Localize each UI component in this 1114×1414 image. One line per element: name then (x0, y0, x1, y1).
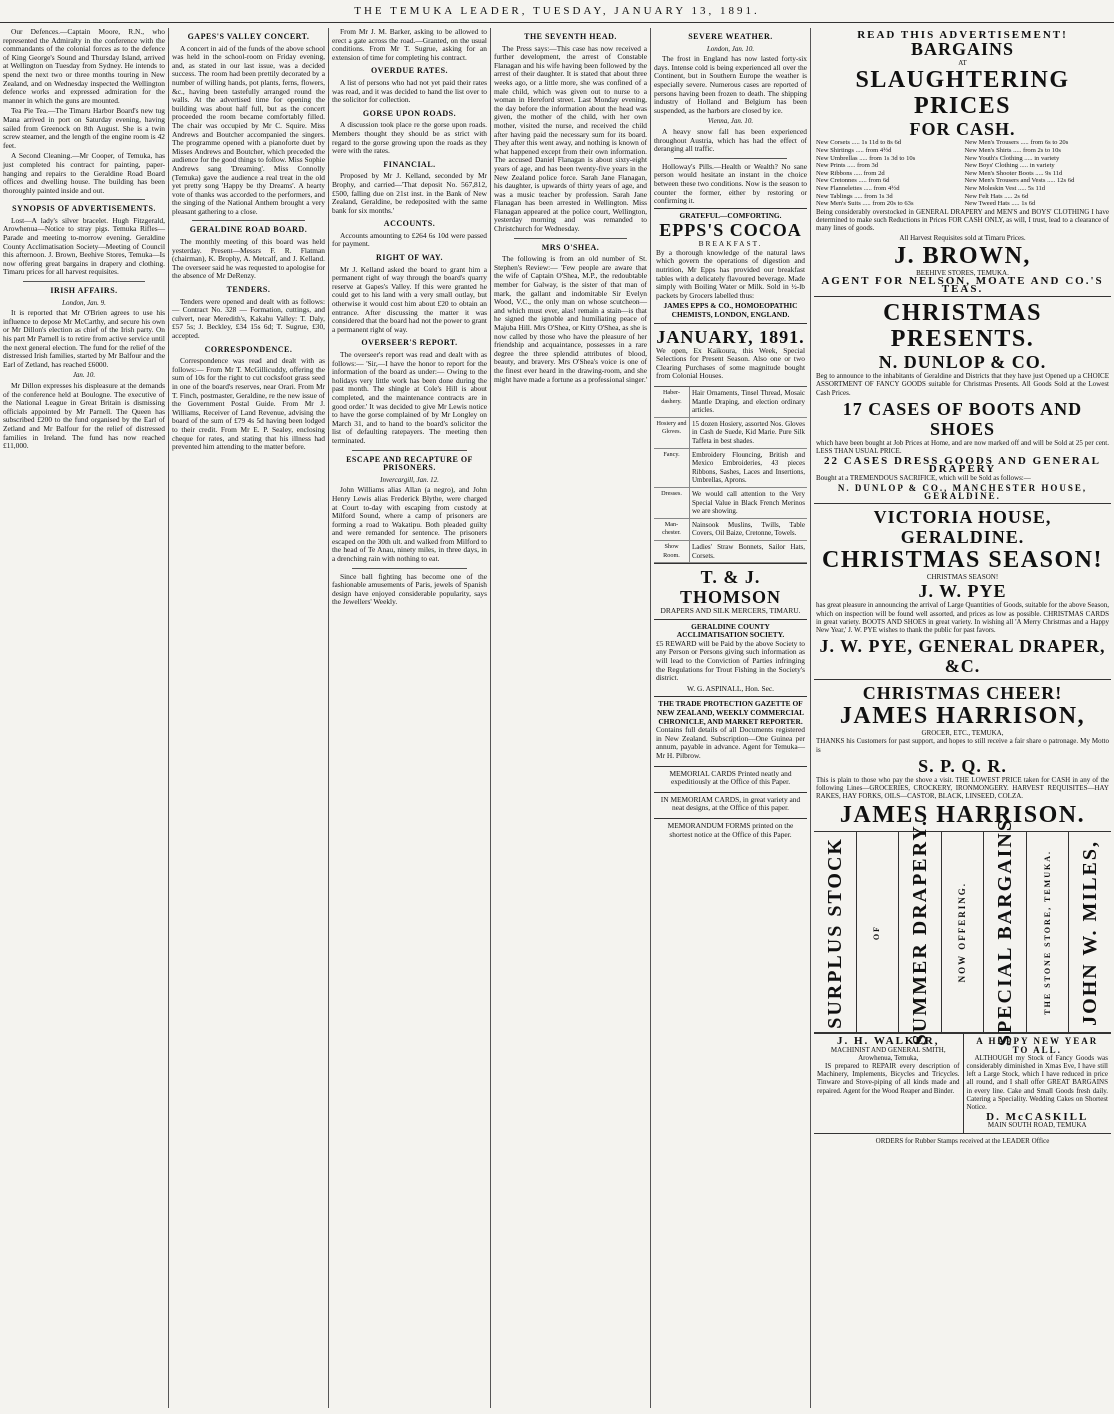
epps-sub: BREAKFAST. (698, 239, 763, 249)
bottom-ads (814, 1033, 1111, 1132)
brown-foot: All Harvest Requisites sold at Timaru Prices. (899, 234, 1026, 243)
road-board-title: GERALDINE ROAD BOARD. (189, 225, 308, 235)
epps-foot: JAMES EPPS & CO., HOMOEOPATHIC CHEMISTS, LONDON, ENGLAND. (663, 301, 798, 320)
christmas-cheer-heading: CHRISTMAS CHEER! (862, 683, 1063, 704)
price-item: New Prints ..... from 3d (816, 162, 879, 170)
brown-agent: AGENT FOR NELSON, MOATE AND CO.'S TEAS. (821, 274, 1104, 295)
price-item: New Cretonnes ..... from 6d (816, 177, 890, 185)
barker-item: From Mr J. M. Barker, asking to be allowed to erect a gate across the road.—Granted, on the usual conditions. From Mr T. Sugrue, asking for an extension of time for completing his contract. (332, 28, 487, 62)
in-memoriam-ad (654, 792, 807, 818)
department-table (654, 386, 807, 563)
price-item: New Shirtings ..... from 4½d (816, 147, 892, 154)
overseer-title: OVERSEER'S REPORT. (361, 338, 458, 348)
department-label: Hosiery and Gloves. (654, 418, 690, 449)
vienna-body: A heavy snow fall has been experienced throughout Austria, which has had the effect of deranging all traffic. (654, 126, 807, 154)
department-label: Man-chester. (654, 519, 690, 541)
vertical-panel (814, 832, 857, 1032)
price-list (816, 139, 1109, 207)
memorial-cards-ad (654, 766, 807, 792)
pye-ad (814, 503, 1111, 679)
irish-title: IRISH AFFAIRS. (50, 286, 118, 296)
dunlop-name: N. DUNLOP & CO. (878, 352, 1047, 373)
department-text: Hair Ornaments, Tinsel Thread, Mosaic Mantle Draping, and election ordinary articles. (690, 387, 807, 418)
right-of-way-body: Mr J. Kelland asked the board to grant him a permanent right of way through the board's quarry reserve at Gapes's Valley. If this were granted he could get to his land with a very small outlay, but otherwise it would cost him about £20 to obtain an entrance. After discussing the matter it was considered that the board had not the power to grant a permanent right of way. (332, 264, 487, 334)
column-3 (328, 28, 490, 1408)
masthead: THE TEMUKA LEADER, TUESDAY, JANUARY 13, 1891. (0, 0, 1114, 23)
epps-body: By a thorough knowledge of the natural laws which govern the operations of digestion and nutrition, Mr Epps has provided our breakfast tables with a delicately flavoured beverage. Made simply with Boiling Water or Milk. Sold in ½-lb packets by Grocers labelled thus: (656, 247, 805, 300)
fashion-item: Since ball fighting has become one of the fashionable amusements of Paris, jewels of Spanish design have enjoyed considerable popularity, says the Jewellers' Weekly. (332, 571, 487, 607)
column-2 (168, 28, 328, 1408)
column-6-advertisements (810, 28, 1114, 1408)
thomson-ad (654, 563, 807, 619)
happy-new-year-heading: A HAPPY NEW YEAR TO ALL. (976, 1036, 1099, 1055)
irish-dateline-2: Jan. 10. (72, 371, 96, 380)
brown-store: BEEHIVE STORES, TEMUKA. (916, 268, 1009, 277)
vertical-panel (984, 818, 1027, 1047)
article-cleaning: A Second Cleaning.—Mr Cooper, of Temuka, has just completed his contract for painting, paper-hanging and repairs to the Geraldine Road Board offices and dwelling house. The building has been thoroughly painted inside and out. (3, 151, 165, 195)
memorandum-text: MEMORANDUM FORMS printed on the shortest notice at the Office of this Paper. (667, 820, 794, 839)
divider (514, 238, 627, 239)
rubber-stamps-ad (814, 1133, 1111, 1150)
accounts-title: ACCOUNTS. (383, 219, 436, 229)
divider (674, 158, 787, 159)
divider (352, 450, 467, 451)
memorial-text: MEMORIAL CARDS Printed neatly and expeditiously at the Office of this Paper. (669, 768, 792, 787)
price-item: New Tablings ..... from 1s 3d (816, 192, 893, 200)
department-text: Nainsook Muslins, Twills, Table Covers, Oil Baize, Cretonne, Towels. (690, 519, 807, 541)
synopsis-body: Lost—A lady's silver bracelet. Hugh Fitzgerald, Arowhenua—Notice to stray pigs. Temuka Rifles—Parade and meeting to-morrow evening. Geraldine County Acclimatisation Society—Meeting of Council this afternoon. J. Brown, Beehive Stores, Temuka—Is now offering great bargains in drapery and clothing. Timaru prices for all harvest requisites. (3, 215, 165, 277)
vertical-panel (1027, 832, 1070, 1032)
harrison-ad (814, 679, 1111, 831)
column-4 (490, 28, 650, 1408)
price-item: New Men's Shirts ..... from 2s to 10s (964, 147, 1061, 154)
price-item: New Tweed Hats ..... 1s 6d (964, 200, 1036, 208)
gorse-title: GORSE UPON ROADS. (362, 108, 457, 118)
acclimatisation-sign: W. G. ASPINALL, Hon. Sec. (687, 683, 774, 693)
department-text: Ladies' Straw Bonnets, Sailor Hats, Corsets. (690, 541, 807, 563)
price-item: New Boys' Clothing ..... in variety (964, 162, 1055, 170)
vertical-text: SURPLUS STOCK (823, 836, 846, 1029)
irish-body: It is reported that Mr O'Brien agrees to use his influence to depose Mr McCarthy, and secure his own or Mr Dillon's election as chief of the Irish party. On his part Mr Parnell is to retire from active service until the next general election. The fund for the relief of the distressed Irish families, started by Mr Balfour and the Earl of Zetland, has reached £6000. (3, 308, 165, 369)
dress-heading: 22 CASES DRESS GOODS AND GENERAL DRAPERY (823, 455, 1102, 476)
column-5 (650, 28, 810, 1408)
price-list-right (965, 139, 1110, 207)
price-item: New Youth's Clothing ..... in variety (964, 154, 1060, 162)
oshea-title: MRS O'SHEA. (541, 242, 600, 252)
trade-body: Contains full details of all Documents registered in New Zealand. Subscription—One Guinea per annum, payable in advance. Agent for Temuka—Mr H. Pilbrow. (656, 725, 805, 760)
vertical-text: NOW OFFERING. (957, 882, 968, 983)
weather-body: The frost in England has now lasted forty-six days. Intense cold is being experienced all over the Continent, but in Southern Europe the weather is especially severe. Numerous cases are reported of persons having been frozen to death. The shipping industry of Holland and Belgium has been suspended, as the harbors are closed by ice. (654, 54, 807, 115)
dunlop-foot: N. DUNLOP & CO., MANCHESTER HOUSE, GERALDINE. (837, 482, 1088, 501)
article-tug: Tea Pie Tea.—The Timaru Harbor Board's new tug Mana arrived in port on Saturday evening, having sailed from Greenock on 8th August. She is a twin screw steamer, and the length of the engine room is 42 feet. (3, 106, 165, 150)
acclimatisation-body: £5 REWARD will be Paid by the above Society to any Person or Persons giving such information as will lead to the Conviction of Parties infringing the Regulations for Trout Fishing in the Society's district. (656, 638, 805, 683)
price-item: New Umbrellas ..... from 1s 3d to 10s (816, 154, 916, 162)
harrison-foot: JAMES HARRISON. (839, 802, 1086, 829)
price-item: New Ribbons ..... from 2d (816, 169, 885, 177)
mccaskill-ad (963, 1034, 1112, 1132)
department-label: Haber-dashery. (654, 387, 690, 418)
gapes-title: GAPES'S VALLEY CONCERT. (187, 32, 310, 41)
financial-body: Proposed by Mr J. Kelland, seconded by Mr Brophy, and carried—'That deposit No. 567,812, £500, falling due on 21st inst. in the Bank of New Zealand, Geraldine, be redeposited with the same bank for six months.' (332, 171, 487, 215)
overseer-body: The overseer's report was read and dealt with as follows:— 'Sir,—I have the honor to report for the information of the board as under:— Owing to the holidays very little work has been done during the past month. The shingle at Cole's Hill is about completed, and the maintenance contracts are in good order.' It was decided to give Mr Lewis notice to have the gorse complained of by Mr Longley on March 31, and to hand to the board's solicitor the list of defaulting ratepayers. The meeting then terminated. (332, 350, 487, 445)
victoria-house-heading: VICTORIA HOUSE, GERALDINE. (873, 507, 1052, 548)
synopsis-title: SYNOPSIS OF ADVERTISEMENTS. (12, 204, 156, 214)
vertical-panel (857, 832, 900, 1032)
price-item: New Felt Hats ..... 2s 6d (964, 192, 1029, 200)
divider (192, 220, 305, 221)
pye-name: J. W. PYE (918, 581, 1007, 602)
divider (23, 199, 145, 200)
accounts-body: Accounts amounting to £264 6s 10d were passed for payment. (332, 230, 487, 249)
acclimatisation-ad (654, 619, 807, 697)
vertical-panel (942, 832, 985, 1032)
bargains-heading: BARGAINS (910, 39, 1015, 60)
mccaskill-sign: D. McCASKILL (986, 1111, 1089, 1124)
vertical-text: JOHN W. MILES, (1079, 839, 1102, 1026)
vertical-text: THE STONE STORE, TEMUKA. (1042, 850, 1052, 1015)
overdue-body: A list of persons who had not yet paid their rates was read, and it was decided to hand the list over to the solicitor for collection. (332, 77, 487, 105)
harrison-more: This is plain to those who pay the shove a visit. THE LOWEST PRICE taken for CASH in any of the following Lines—GROCERIES, CROCKERY, IRONMONGERY. HARVEST REQUISITES—HAY RAKES, HAY FORKS, OILS—CASTOR, BLACK, LINSEED, COLZA. (816, 775, 1109, 801)
spqr-motto: S. P. Q. R. (918, 755, 1007, 776)
at-word: AT (958, 59, 967, 68)
article-defences: Our Defences.—Captain Moore, R.N., who represented the Admiralty in the conference with the commandants of the colonial forces as to the defence of King George's Sound and Thursday Island, arrived at Wellington on Tuesday from Sydney. He intends to spend the next two or three months touring in New Zealand, and on Wednesday inspected the Wellington defence works and expressed admiration for the manner in which the guns are mounted. (3, 28, 165, 105)
mccaskill-address: MAIN SOUTH ROAD, TEMUKA (987, 1121, 1087, 1130)
january-title: JANUARY, 1891. (656, 326, 805, 347)
january-body: We open, Ex Kaikoura, this Week, Special Selections for Present Season. Also one or two Clearing Purchases of some magnitude bought from Colonial Houses. (656, 345, 805, 381)
price-item: New Flannelettes ..... from 4½d (816, 184, 900, 192)
slaughtering-heading: SLAUGHTERING PRICES (855, 67, 1070, 120)
department-text: Embroidery Flouncing, British and Mexico Embroideries, 43 pieces Ribbons, Sashes, Laces and Insertions, Umbrellas, Aprons. (690, 449, 807, 488)
epps-cocoa-ad (654, 208, 807, 323)
divider (352, 568, 467, 569)
price-item: New Moleskin Vest ..... 5s 11d (964, 184, 1046, 192)
vertical-text: SPECIAL BARGAINS (994, 818, 1016, 1047)
mccaskill-body: ALTHOUGH my Stock of Fancy Goods was considerably diminished in Xmas Eve, I have still left a Large Stock, which I have reduced in price all round, and I shall offer GREAT BARGAINS in every line. Cake and Small Goods fresh daily. Catering a Speciality. Wedding Cakes on Shortest Notice. (966, 1053, 1108, 1112)
walker-body: IS prepared to REPAIR every description of Machinery, Implements, Bicycles and Tricycles. Tinware and Stove-piping of all kinds made and repaired. Agent for the Wood Reaper and Binder. (817, 1062, 960, 1095)
boots-heading: 17 CASES OF BOOTS AND SHOES (842, 398, 1083, 439)
irish-dateline: London, Jan. 9. (62, 298, 106, 307)
escape-title: ESCAPE AND RECAPTURE OF PRISONERS. (346, 454, 473, 473)
gapes-body: A concert in aid of the funds of the above school was held in the school-room on Friday evening, and, as stated in our last issue, was a decided success. The room had been prettily decorated by a number of willing hands, pot plants, ferns, flowers, &c., having been tastefully arranged round the walls. At the advertised time for opening the building was about half full, but as the concert proceeded the room became comfortably filled. The chair was occupied by Mr C. Squire. Miss Andrews and Boutcher accompanied the singers. The programme opened with a pianoforte duet by Misses Andrews and Boutcher, which preceded the audience for the good things to follow. Miss Sophie Andrews sang 'Dreaming'. Miss Connolly (Temuka) gave the audience a real treat in the old yet pretty song 'Happy be thy Dreams'. A hearty vote of thanks was accorded to the performers, and the singing of the National Anthem brought a very pleasant gathering to a close. (172, 43, 325, 216)
department-text: 15 dozen Hosiery, assorted Nos. Gloves in Cash de Suede, Kid Marie. Pure Silk Taffeta in best shades. (690, 418, 807, 449)
escape-dateline: Invercargill, Jan. 12. (380, 475, 439, 484)
divider (23, 281, 145, 282)
weather-title: SEVERE WEATHER. (688, 32, 773, 41)
seventh-head-title: THE SEVENTH HEAD. (524, 32, 617, 41)
harrison-name: JAMES HARRISON, (839, 703, 1086, 730)
financial-title: FINANCIAL. (383, 159, 436, 169)
vienna-dateline: Vienna, Jan. 10. (707, 117, 754, 126)
christmas-season-heading: CHRISTMAS SEASON! (822, 547, 1103, 574)
dress-body: Bought at a TREMENDOUS SACRIFICE, which will be Sold as follows:— (816, 473, 1031, 482)
harrison-body: THANKS his Customers for past support, and hopes to still receive a fair share o patronage. My Motto is (816, 737, 1109, 754)
boots-body: which have been bought at Job Prices at Home, and are now marked off and will be Sold at 25 per cent. LESS THAN USUAL PRICE. (816, 438, 1109, 455)
gorse-body: A discussion took place re the gorse upon roads. Members thought they should be as strict with regard to the gorse growing upon the roads as they were with the rates. (332, 120, 487, 156)
for-cash-heading: FOR CASH. (909, 119, 1016, 140)
price-item: New Men's Suits ..... from 20s to 63s (816, 200, 914, 208)
price-list-left (816, 139, 961, 207)
trade-gazette-ad (654, 696, 807, 765)
escape-body: John Williams alias Allan (a negro), and John Henry Lewis alias Frederick Blythe, were charged at Court to-day with escaping from custody at Milford Sound, where a camp of prisoners are forming a road to Wakatipu. Both pleaded guilty and were remanded for sentence. The prisoners escaped on the 30th ult. and walked from Milford to the head of Te Anau, ninety miles, in three days, in a drenching rain with nothing to eat. (332, 485, 487, 564)
dunlop-body: Beg to announce to the inhabitants of Geraldine and Districts that they have just Opened up a CHOICE ASSORTMENT OF FANCY GOODS suitable for Christmas Presents. All Goods Sold at the Lowest Cash Prices. (816, 372, 1109, 397)
harrison-sub: GROCER, ETC., TEMUKA, (921, 729, 1004, 738)
memorandum-ad (654, 818, 807, 844)
department-label: Dresses. (654, 488, 690, 519)
price-item: New Men's Shooter Boots ..... 9s 11d (964, 169, 1063, 177)
in-memoriam-text: IN MEMORIAM CARDS, in great variety and neat designs, at the Office of this paper. (660, 794, 801, 813)
column-1 (0, 28, 168, 1408)
tenders-title: TENDERS. (226, 285, 271, 295)
price-item: New Corsets ..... 1s 11d to 8s 6d (816, 139, 902, 147)
brown-note: Being considerably overstocked in GENERAL DRAPERY and MEN'S and BOYS' CLOTHING I have determined to make such Reductions in Prices FOR CASH ONLY, as will, I trust, lead to a clearance of many lines of goods. (816, 207, 1109, 233)
oshea-body: The following is from an old number of St. Stephen's Review:— 'Few people are aware that the wife of Captain O'Shea, M.P., the redoubtable member for Galway, is the sister of that man of mark, the gallant and indomitable Sir Evelyn Wood, V.C., the only man on whose scutcheon—and which must ever, alas! remain a stain—is that he signed the ignoble and humiliating peace of Majuba Hill. Mrs O'Shea, or Kitty O'Shea, as she is now called by those who have the pleasure of her friendship and acquaintance, possesses in a rare degree the three splendid attributes of blood, beauty, and bravery. Mrs O'Shea's voice is one of the finest ever heard in the drawing-room, and she might have made a fortune as a professional singer.' (494, 254, 647, 384)
acclimatisation-title: GERALDINE COUNTY ACCLIMATISATION SOCIETY. (676, 621, 785, 640)
thomson-name: T. & J. THOMSON (679, 567, 781, 608)
right-of-way-title: RIGHT OF WAY. (376, 253, 443, 263)
price-item: New Men's Trousers ..... from 6s to 20s (964, 139, 1069, 147)
trade-title: THE TRADE PROTECTION GAZETTE OF NEW ZEALAND, WEEKLY COMMERCIAL CHRONICLE, AND MARKET REPORTER. (656, 699, 804, 726)
brown-name: J. BROWN, (894, 242, 1031, 269)
christmas-presents-heading: CHRISTMAS PRESENTS. (883, 300, 1042, 353)
dunlop-ad (814, 296, 1111, 503)
overdue-title: OVERDUE RATES. (370, 66, 449, 76)
road-board-body: The monthly meeting of this board was held yesterday. Present—Messrs F. R. Flatman (chairman), K. Brophy, A. Metcalf, and J. Kelland. The overseer said he was requested to apologise for the absence of Mr DeRenzy. (172, 237, 325, 281)
vertical-text: OF (872, 924, 882, 940)
correspondence-title: CORRESPONDENCE. (204, 344, 293, 354)
weather-dateline: London, Jan. 10. (706, 44, 755, 53)
brown-ad (814, 28, 1111, 296)
seventh-head-body: The Press says:—This case has now received a further development, the arrest of Constable Flanagan and his wife having been followed by the arrest of their daughter. It is stated that about three weeks ago, or a little more, she was confined of a male child, which was given out to nurse to a woman in Hereford street. Last Monday evening, the day before the information about the head was given, the mother of the child, with her own mother, visited the nurse, and received the child after having paid the necessary sum for its board. They after this went away, and nothing is known of what happened except from their own information. The accused Daniel Flanagan is about sixty-eight years of age, and has been twenty-five years in the New Zealand police force. Sarah Jane Flanagan, his daughter, is upwards of thirty years of age, and was a music teacher by profession. Sarah Jane Flanagan has been arrested in Wellington. Miss Flanagan appeared at the police court, Wellington, yesterday morning and was remanded to Christchurch for Wednesday. (494, 43, 647, 234)
walker-name: J. H. WALKER, (836, 1035, 940, 1048)
pye-body: has great pleasure in announcing the arrival of Large Quantities of Goods, suitable for the above Season, which on inspection will be found well assorted, and prices as low as possible. CHRISTMAS CARDS in great variety. BOOTS AND SHOES in great variety. In wishing all 'A Merry Christmas and a Happy New Year,' J. W. PYE wishes to thank the public for past favors. (816, 601, 1110, 635)
rubber-stamps-text: ORDERS for Rubber Stamps received at the LEADER Office (875, 1136, 1050, 1145)
christmas-season-sub: CHRISTMAS SEASON! (926, 573, 999, 582)
vertical-panel (1069, 832, 1111, 1032)
correspondence-body: Correspondence was read and dealt with as follows:— From Mr T. McGillicuddy, offering the sum of 10s for the right to cut cocksfoot grass seed in one of the board's reserves, near Orari. From Mr T. Finch, postmaster, Geraldine, re the new issue of the Government Postal Guide. From Mr J. Williams, Receiver of Land Revenue, advising the board of the sum of £79 4s 5d having been lodged to their credit. From Mr E. P. Sealey, enclosing cheque for rates, and stating that his illness had prevented him attending to the matter before. (172, 356, 325, 452)
epps-tag: GRATEFUL—COMFORTING. (679, 210, 782, 220)
department-label: Show Room. (654, 541, 690, 563)
vertical-panel (899, 819, 942, 1046)
vertical-text: SUMMER DRAPERY. (908, 819, 931, 1046)
holloway-ad: Holloway's Pills.—Health or Wealth? No sane person would hesitate an instant in the choice between these two conditions. Now is the season to counter the former, either by restoring or confirming it. (654, 161, 807, 206)
epps-title: EPPS'S COCOA (659, 220, 802, 241)
walker-ad (814, 1034, 963, 1132)
tenders-body: Tenders were opened and dealt with as follows:— Contract No. 328 — Formation, cuttings, and culvert, near Meredith's, Kakahu Valley: T. Daly, £57 5s; J. Beckley, £34 15s 6d; T. Sugrue, £30, accepted. (172, 296, 325, 340)
department-text: We would call attention to the Very Special Value in Black French Merinos we are showing. (690, 488, 807, 519)
irish-body-2: Mr Dillon expresses his displeasure at the demands of the conference held at Boulogne. The executive of the National League in Great Britain is dismissing officials appointed by Mr Parnell. The Queen has subscribed £200 to the fund organised by the Earl of Zetland and Mr Balfour for the relief of distressed families in Ireland. The fund has now reached £11,000. (3, 380, 165, 451)
thomson-sub: DRAPERS AND SILK MERCERS, TIMARU. (660, 606, 801, 616)
january-ad (654, 323, 807, 386)
read-this-heading: READ THIS ADVERTISEMENT! (857, 29, 1068, 41)
department-label: Fancy. (654, 449, 690, 488)
price-item: New Men's Trousers and Vests ..... 12s 6d (964, 177, 1075, 185)
walker-sub: MACHINIST AND GENERAL SMITH, Arowhenua, Temuka, (830, 1045, 946, 1062)
pye-foot: J. W. PYE, GENERAL DRAPER, &C. (819, 636, 1106, 677)
